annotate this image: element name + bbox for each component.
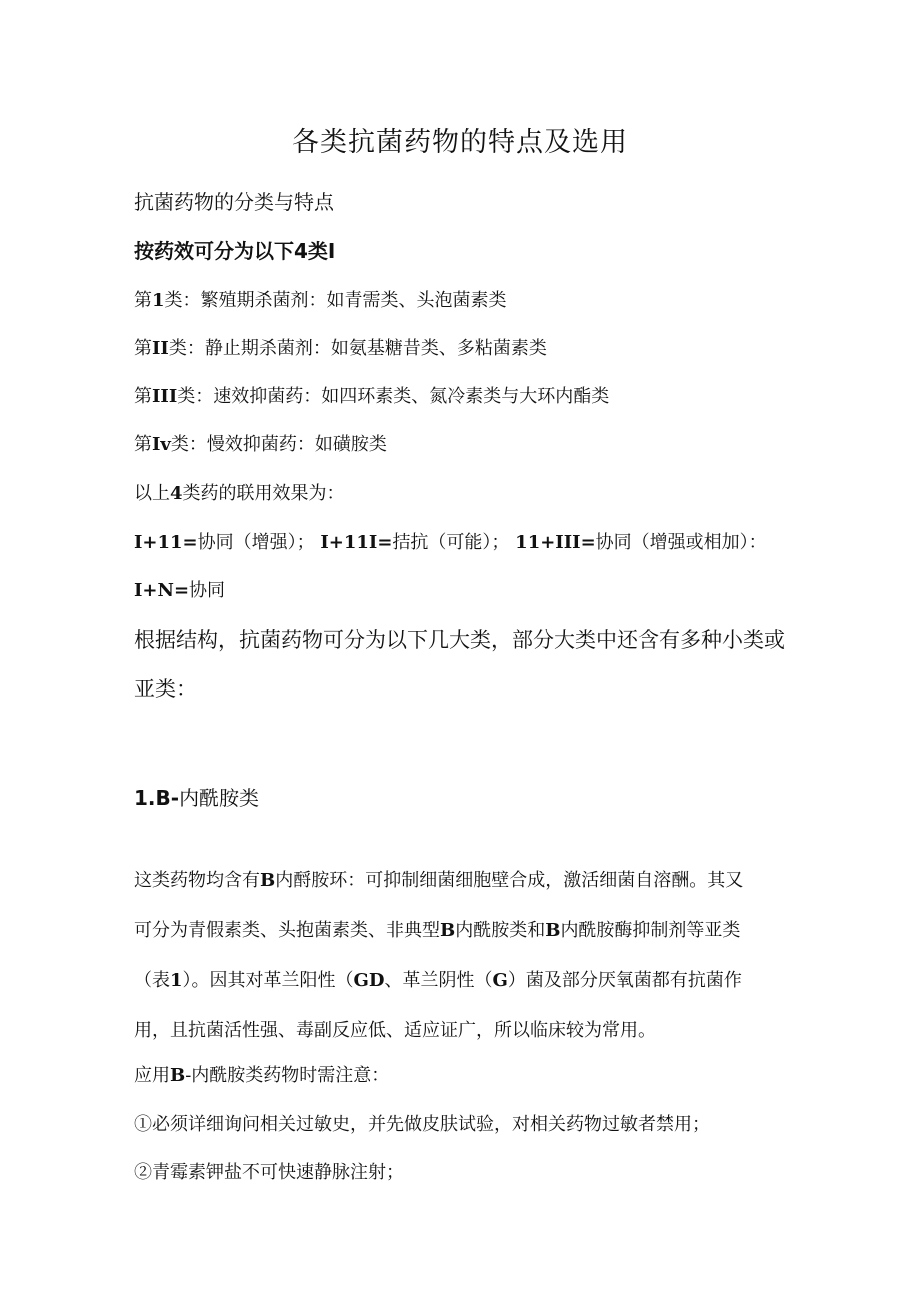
class-4-line — [134, 430, 387, 456]
class-number: II — [152, 338, 169, 359]
bold-run: G — [492, 970, 508, 991]
class-number: Iv — [152, 434, 171, 455]
class-description: 类：繁殖期杀菌剂：如青需类、头泡菌素类 — [164, 290, 507, 311]
bold-run: 1 — [170, 970, 183, 991]
structure-intro-line-1: 根据结构，抗菌药物可分为以下几大类，部分大类中还含有多种小类或 — [134, 628, 785, 652]
heading-number: 1.B- — [134, 786, 180, 810]
bold-run: GD — [353, 970, 385, 991]
text-run: 内酰胺类和 — [455, 920, 546, 941]
combo-1-key: I+11= — [134, 532, 198, 553]
paragraph-line: 用，且抗菌活性强、毒副反应低、适应证广，所以临床较为常用。 — [134, 1020, 656, 1041]
class-description: 类：慢效抑菌药：如磺胺类 — [170, 434, 387, 455]
paragraph-line — [134, 906, 818, 956]
combo-2-value: 拮抗（可能）； — [392, 532, 510, 553]
class-prefix: 第 — [134, 338, 152, 359]
text-run: （表 — [134, 970, 170, 991]
class-number: III — [152, 386, 178, 407]
combo-intro-number: 4 — [170, 483, 183, 504]
heading-text: 内酰胺类 — [179, 786, 260, 810]
class-2-line — [134, 334, 547, 360]
class-number: 1 — [152, 290, 165, 311]
structure-intro-line-2: 亚类： — [134, 677, 197, 701]
usage-note-item-2: ②青霉素钾盐不可快速静脉注射； — [134, 1162, 404, 1183]
combination-effects-line-2 — [134, 576, 225, 602]
class-prefix: 第 — [134, 290, 152, 311]
combination-intro — [134, 479, 345, 505]
beta-lactam-paragraph — [134, 856, 818, 1056]
section-heading-beta-lactam — [134, 782, 259, 811]
text-run: -内酰胺类药物时需注意： — [185, 1065, 390, 1086]
bold-run: B — [260, 870, 276, 891]
text-run: 可分为青假素类、头抱菌素类、非典型 — [134, 920, 440, 941]
class-description: 类：静止期杀菌剂：如氨基糖昔类、多粘菌素类 — [168, 338, 547, 359]
class-1-line — [134, 286, 507, 312]
combo-3-key: 11+III= — [515, 532, 596, 553]
text-run: ）菌及部分厌氧菌都有抗菌作 — [507, 970, 742, 991]
combo-4-key: I+N= — [134, 580, 190, 601]
section-subheading-efficacy: 按药效可分为以下4类I — [134, 239, 336, 263]
text-run: ）。因其对革兰阳性（ — [182, 970, 354, 991]
text-run: 内酹胺环：可抑制细菌细胞壁合成，激活细菌自溶酬。其又 — [275, 870, 744, 891]
combo-3-value: 协同（增强或相加）： — [595, 532, 767, 553]
text-run: 内酰胺酶抑制剂等亚类 — [560, 920, 741, 941]
class-prefix: 第 — [134, 434, 152, 455]
combo-intro-text: 以上 — [134, 483, 170, 504]
class-3-line — [134, 382, 609, 408]
class-description: 类：速效抑菌药：如四环素类、氮冷素类与大环内酯类 — [177, 386, 610, 407]
combo-4-value: 协同 — [189, 580, 226, 601]
class-prefix: 第 — [134, 386, 152, 407]
text-run: 、革兰阴性（ — [384, 970, 493, 991]
bold-run: B — [545, 920, 561, 941]
combination-effects-line — [134, 528, 767, 554]
section-heading-classification: 抗菌药物的分类与特点 — [134, 190, 334, 214]
text-run: 这类药物均含有 — [134, 870, 260, 891]
bold-run: B — [440, 920, 456, 941]
usage-note-heading — [134, 1061, 389, 1087]
combo-1-value: 协同（增强）； — [197, 532, 315, 553]
paragraph-line — [134, 956, 818, 1006]
paragraph-line — [134, 856, 818, 906]
usage-note-item-1: ①必须详细询问相关过敏史，并先做皮肤试验，对相关药物过敏者禁用； — [134, 1114, 710, 1135]
text-run: 应用 — [134, 1065, 170, 1086]
page-title: 各类抗菌药物的特点及选用 — [292, 127, 628, 158]
combo-2-key: I+11I= — [320, 532, 393, 553]
combo-intro-text-2: 类药的联用效果为： — [182, 483, 345, 504]
bold-run: B — [170, 1065, 186, 1086]
